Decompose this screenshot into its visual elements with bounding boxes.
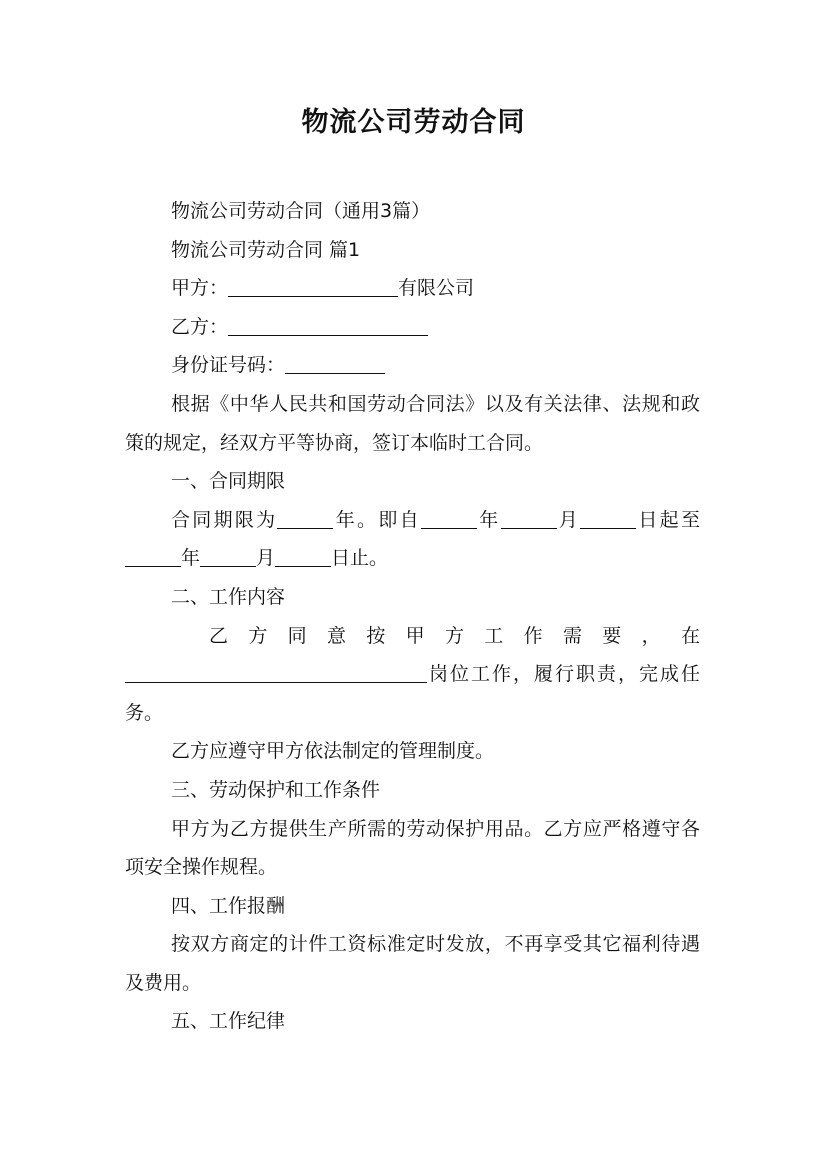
start-month-label: 月 — [556, 508, 581, 531]
start-year-label: 年 — [476, 508, 501, 531]
id-number-blank — [285, 349, 385, 374]
section-4-text: 按双方商定的计件工资标准定时发放，不再享受其它福利待遇及费用。 — [125, 933, 700, 994]
blank-start-day — [580, 504, 636, 529]
spread-char: 意 — [326, 624, 346, 647]
blank-end-year — [125, 542, 181, 567]
spread-char: 方 — [248, 624, 268, 647]
end-year-label: 年 — [181, 547, 201, 570]
party-a-label: 甲方： — [171, 277, 229, 300]
blank-start-month — [501, 504, 557, 529]
section-1-heading: 一、合同期限 — [171, 470, 286, 493]
id-number-line — [125, 346, 700, 385]
intro-paragraph: 根据《中华人民共和国劳动合同法》以及有关法律、法规和政策的规定，经双方平等协商，签订本临时工合同。 — [125, 392, 700, 454]
blank-end-month — [200, 542, 256, 567]
spread-char: 方 — [444, 624, 464, 647]
document-body — [125, 192, 700, 1041]
term-from-label: 年。即自 — [333, 508, 421, 531]
party-a-line — [125, 269, 700, 308]
blank-end-day — [275, 542, 331, 567]
party-b-line — [125, 308, 700, 347]
spread-char: 在 — [680, 624, 700, 647]
section-2-heading: 二、工作内容 — [171, 585, 286, 608]
spread-char: 作 — [523, 624, 543, 647]
blank-start-year — [421, 504, 477, 529]
section-3-text: 甲方为乙方提供生产所需的劳动保护用品。乙方应严格遵守各项安全操作规程。 — [125, 817, 700, 879]
section-2-spread-line — [125, 617, 700, 656]
spread-char: 工 — [484, 624, 504, 647]
party-a-blank — [228, 272, 398, 297]
end-month-label: 月 — [256, 547, 276, 570]
spread-char: 需 — [562, 624, 582, 647]
section-3-heading: 三、劳动保护和工作条件 — [171, 778, 381, 801]
part-title: 物流公司劳动合同 篇1 — [171, 238, 361, 261]
spread-char: 甲 — [405, 624, 425, 647]
end-day-label: 日止。 — [331, 547, 389, 570]
subtitle: 物流公司劳动合同（通用3篇） — [171, 200, 431, 222]
blank-position — [125, 658, 427, 683]
blank-years — [277, 504, 333, 529]
party-a-suffix: 有限公司 — [398, 277, 475, 300]
document-title: 物流公司劳动合同 — [301, 107, 526, 138]
spread-char: 同 — [287, 624, 307, 647]
section-1-text — [125, 501, 700, 578]
section-2-text — [125, 655, 700, 732]
party-b-label: 乙方： — [171, 315, 229, 338]
term-label: 合同期限为 — [171, 508, 278, 531]
section-4-heading: 四、工作报酬 — [171, 894, 286, 917]
start-day-label: 日起至 — [636, 508, 700, 531]
spread-char: 乙 — [209, 624, 229, 647]
party-b-blank — [228, 311, 428, 336]
spread-char: ， — [641, 624, 661, 647]
section-5-heading: 五、工作纪律 — [171, 1010, 286, 1033]
section-2-tail: 岗位工作，履行职责，完成任务。 — [125, 663, 700, 724]
section-2-rules: 乙方应遵守甲方依法制定的管理制度。 — [171, 740, 495, 763]
spread-char: 要 — [602, 624, 622, 647]
id-number-label: 身份证号码： — [171, 354, 286, 377]
spread-char: 按 — [366, 624, 386, 647]
